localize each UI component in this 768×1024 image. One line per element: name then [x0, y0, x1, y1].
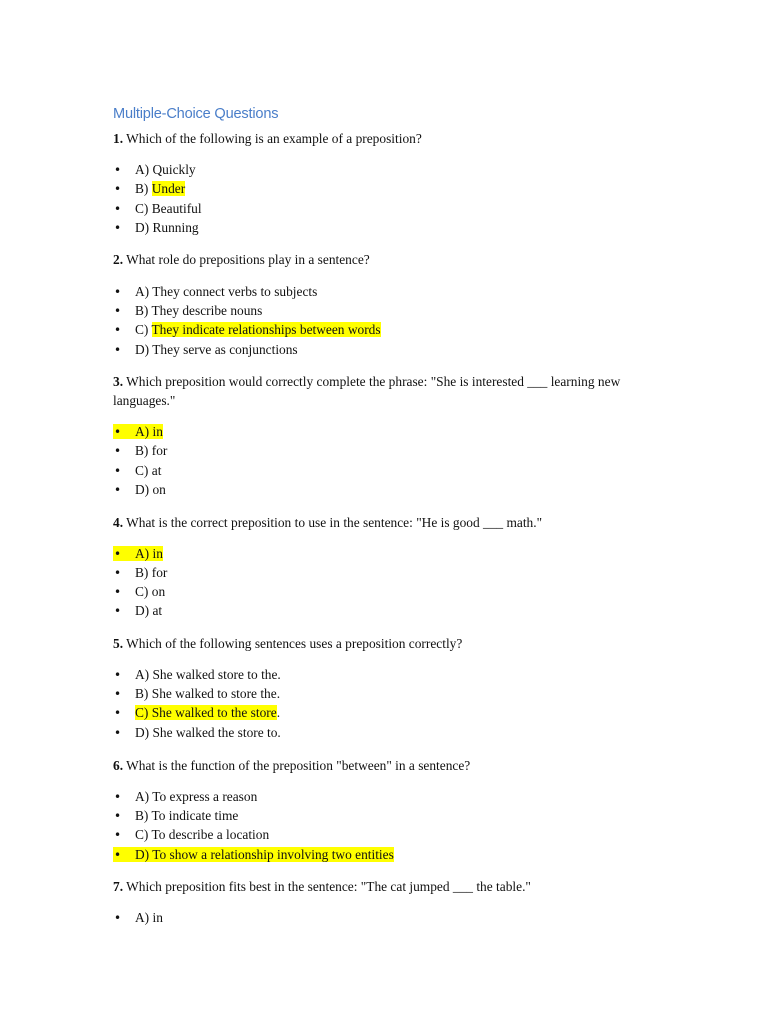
option-content	[113, 220, 199, 235]
answer-option	[113, 787, 257, 806]
option-text: at	[152, 603, 163, 618]
answer-option	[113, 461, 161, 480]
option-letter: A)	[135, 424, 153, 439]
option-letter: C)	[135, 201, 152, 216]
answer-option	[113, 160, 196, 179]
option-text: Quickly	[152, 162, 196, 177]
option-text: in	[152, 424, 163, 439]
option-text: They serve as conjunctions	[152, 342, 298, 357]
option-content	[113, 667, 281, 682]
bullet-icon: •	[114, 706, 122, 720]
option-text: They indicate relationships between words	[151, 322, 381, 337]
question-number: 7.	[113, 879, 124, 894]
option-content	[113, 847, 394, 862]
option-letter: A)	[135, 546, 153, 561]
option-letter: A)	[135, 910, 153, 925]
option-content	[113, 322, 381, 337]
option-text: She walked to store the.	[151, 686, 281, 701]
bullet-icon: •	[114, 687, 122, 701]
bullet-icon: •	[114, 585, 122, 599]
option-content	[113, 705, 280, 720]
option-content	[113, 284, 317, 299]
option-letter: B)	[135, 181, 152, 196]
option-letter: D)	[135, 220, 153, 235]
option-content	[113, 303, 262, 318]
option-letter: D)	[135, 725, 153, 740]
answer-option	[113, 825, 269, 844]
question-number: 6.	[113, 758, 124, 773]
question-text	[113, 372, 653, 410]
option-text: C) She walked to the store	[135, 705, 277, 720]
bullet-icon: •	[114, 547, 122, 561]
bullet-icon: •	[114, 668, 122, 682]
option-content	[113, 808, 238, 823]
bullet-icon: •	[114, 726, 122, 740]
question-prompt: Which preposition fits best in the sentence: "The cat jumped ___ the table."	[123, 879, 531, 894]
answer-option	[113, 441, 167, 460]
bullet-icon: •	[114, 163, 122, 177]
option-text: in	[152, 546, 163, 561]
option-content	[113, 201, 202, 216]
option-content	[113, 565, 167, 580]
option-content	[113, 686, 280, 701]
option-content	[113, 482, 166, 497]
answer-option	[113, 320, 381, 339]
answer-option	[113, 199, 202, 218]
answer-option	[113, 179, 185, 198]
option-content	[113, 162, 196, 177]
question-text	[113, 250, 653, 269]
option-suffix: .	[276, 705, 281, 720]
bullet-icon: •	[114, 828, 122, 842]
bullet-icon: •	[114, 182, 122, 196]
option-content	[113, 424, 163, 439]
answer-option	[113, 422, 163, 441]
option-content	[113, 910, 163, 925]
answer-option	[113, 665, 281, 684]
question-prompt: What is the correct preposition to use in the sentence: "He is good ___ math."	[123, 515, 543, 530]
option-letter: D)	[135, 342, 153, 357]
option-text: Beautiful	[151, 201, 202, 216]
answer-option	[113, 563, 167, 582]
option-letter: C)	[135, 463, 152, 478]
question-prompt: Which of the following sentences uses a preposition correctly?	[123, 636, 463, 651]
option-text: Running	[152, 220, 199, 235]
option-content	[113, 603, 162, 618]
bullet-icon: •	[114, 483, 122, 497]
question-number: 3.	[113, 374, 124, 389]
answer-option	[113, 282, 317, 301]
option-letter: B)	[135, 303, 152, 318]
option-text: for	[151, 565, 168, 580]
question-text	[113, 756, 653, 775]
option-letter: A)	[135, 789, 153, 804]
question-prompt: Which preposition would correctly complete the phrase: "She is interested ___ learning new languages."	[113, 374, 621, 408]
bullet-icon: •	[114, 444, 122, 458]
option-text: They connect verbs to subjects	[152, 284, 318, 299]
bullet-icon: •	[114, 790, 122, 804]
answer-option	[113, 703, 280, 722]
answer-option	[113, 908, 163, 927]
option-text: She walked store to the.	[152, 667, 281, 682]
answer-option	[113, 684, 280, 703]
option-letter: C)	[135, 322, 152, 337]
option-text: for	[151, 443, 168, 458]
question-text	[113, 129, 653, 148]
bullet-icon: •	[114, 425, 122, 439]
option-text: in	[152, 910, 163, 925]
bullet-icon: •	[114, 323, 122, 337]
option-text: on	[152, 482, 166, 497]
question-number: 4.	[113, 515, 124, 530]
question-prompt: Which of the following is an example of a preposition?	[123, 131, 422, 146]
option-text: To express a reason	[152, 789, 258, 804]
answer-option	[113, 601, 162, 620]
option-text: To describe a location	[151, 827, 270, 842]
question-number: 2.	[113, 252, 124, 267]
option-content	[113, 546, 163, 561]
question-number: 5.	[113, 636, 124, 651]
bullet-icon: •	[114, 343, 122, 357]
answer-option	[113, 480, 166, 499]
option-content	[113, 725, 281, 740]
option-content	[113, 443, 167, 458]
bullet-icon: •	[114, 566, 122, 580]
option-text: They describe nouns	[151, 303, 263, 318]
option-letter: D)	[135, 482, 153, 497]
answer-option	[113, 544, 163, 563]
option-letter: B)	[135, 443, 152, 458]
option-text: To indicate time	[151, 808, 239, 823]
option-content	[113, 789, 257, 804]
bullet-icon: •	[114, 464, 122, 478]
question-prompt: What is the function of the preposition "between" in a sentence?	[123, 758, 471, 773]
bullet-icon: •	[114, 285, 122, 299]
option-text: To show a relationship involving two entities	[152, 847, 394, 862]
option-letter: A)	[135, 284, 153, 299]
option-content	[113, 584, 165, 599]
option-letter: D)	[135, 603, 153, 618]
question-prompt: What role do prepositions play in a sentence?	[123, 252, 370, 267]
option-letter: C)	[135, 827, 152, 842]
option-text: Under	[151, 181, 186, 196]
option-letter: D)	[135, 847, 153, 862]
option-letter: A)	[135, 667, 153, 682]
question-text	[113, 513, 653, 532]
question-number: 1.	[113, 131, 124, 146]
option-content	[113, 181, 185, 196]
bullet-icon: •	[114, 202, 122, 216]
bullet-icon: •	[114, 911, 122, 925]
option-letter: B)	[135, 686, 152, 701]
option-text: She walked the store to.	[152, 725, 281, 740]
option-content	[113, 463, 161, 478]
option-letter: B)	[135, 808, 152, 823]
answer-option	[113, 806, 238, 825]
bullet-icon: •	[114, 304, 122, 318]
answer-option	[113, 582, 165, 601]
option-letter: C)	[135, 584, 152, 599]
bullet-icon: •	[114, 848, 122, 862]
option-content	[113, 342, 298, 357]
bullet-icon: •	[114, 221, 122, 235]
option-letter: B)	[135, 565, 152, 580]
answer-option	[113, 301, 262, 320]
bullet-icon: •	[114, 809, 122, 823]
answer-option	[113, 340, 298, 359]
option-text: on	[151, 584, 166, 599]
section-heading: Multiple-Choice Questions	[113, 106, 279, 122]
answer-option	[113, 723, 281, 742]
option-text: at	[151, 463, 162, 478]
answer-option	[113, 218, 199, 237]
option-content	[113, 827, 269, 842]
question-text	[113, 877, 653, 896]
option-letter: A)	[135, 162, 153, 177]
question-text	[113, 634, 653, 653]
bullet-icon: •	[114, 604, 122, 618]
answer-option	[113, 845, 394, 864]
